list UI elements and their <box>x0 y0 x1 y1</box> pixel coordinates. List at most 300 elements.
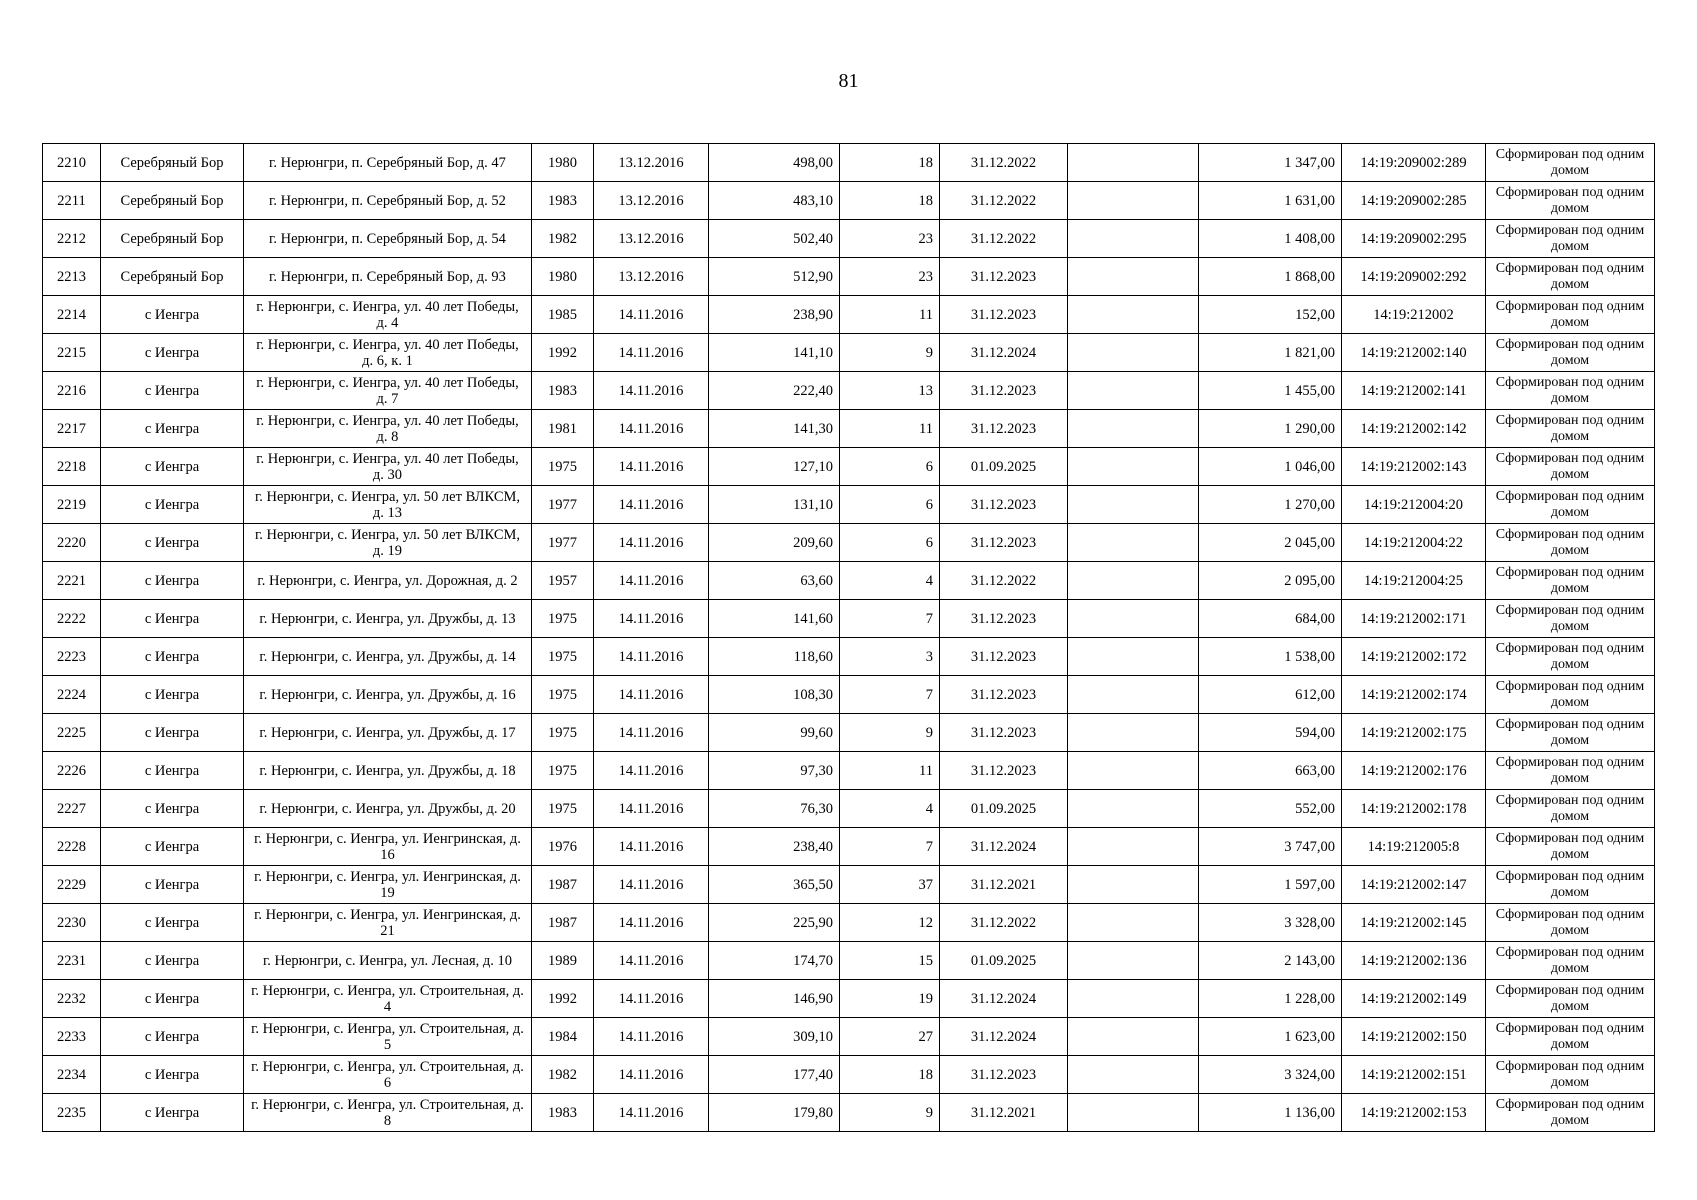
address-cell: г. Нерюнгри, с. Иенгра, ул. Дружбы, д. 20 <box>244 790 532 828</box>
area-cell: 502,40 <box>709 220 840 258</box>
date-cell: 14.11.2016 <box>594 600 709 638</box>
empty-cell <box>1068 448 1199 486</box>
land-status-cell: Сформирован под одним домом <box>1486 600 1655 638</box>
date-cell: 13.12.2016 <box>594 182 709 220</box>
settlement-cell: с Иенгра <box>101 1094 244 1132</box>
year-built-cell: 1975 <box>532 600 594 638</box>
land-area-cell: 1 408,00 <box>1199 220 1342 258</box>
address-cell: г. Нерюнгри, с. Иенгра, ул. 50 лет ВЛКСМ, д. 13 <box>244 486 532 524</box>
cadastral-number-cell: 14:19:212004:20 <box>1342 486 1486 524</box>
address-cell: г. Нерюнгри, с. Иенгра, ул. Дружбы, д. 16 <box>244 676 532 714</box>
year-built-cell: 1989 <box>532 942 594 980</box>
land-area-cell: 1 538,00 <box>1199 638 1342 676</box>
row-number-cell: 2219 <box>43 486 101 524</box>
area-cell: 76,30 <box>709 790 840 828</box>
cadastral-number-cell: 14:19:212002:142 <box>1342 410 1486 448</box>
address-cell: г. Нерюнгри, п. Серебряный Бор, д. 93 <box>244 258 532 296</box>
address-cell: г. Нерюнгри, с. Иенгра, ул. Строительная, д. 8 <box>244 1094 532 1132</box>
empty-cell <box>1068 410 1199 448</box>
row-number-cell: 2229 <box>43 866 101 904</box>
residents-cell: 11 <box>840 752 940 790</box>
area-cell: 365,50 <box>709 866 840 904</box>
year-built-cell: 1975 <box>532 448 594 486</box>
deadline-cell: 31.12.2023 <box>940 296 1068 334</box>
settlement-cell: с Иенгра <box>101 448 244 486</box>
address-cell: г. Нерюнгри, с. Иенгра, ул. Дружбы, д. 13 <box>244 600 532 638</box>
row-number-cell: 2227 <box>43 790 101 828</box>
residents-cell: 6 <box>840 524 940 562</box>
settlement-cell: с Иенгра <box>101 866 244 904</box>
row-number-cell: 2224 <box>43 676 101 714</box>
cadastral-number-cell: 14:19:209002:292 <box>1342 258 1486 296</box>
year-built-cell: 1981 <box>532 410 594 448</box>
date-cell: 14.11.2016 <box>594 410 709 448</box>
deadline-cell: 31.12.2021 <box>940 1094 1068 1132</box>
land-area-cell: 3 324,00 <box>1199 1056 1342 1094</box>
date-cell: 14.11.2016 <box>594 524 709 562</box>
deadline-cell: 31.12.2023 <box>940 372 1068 410</box>
land-area-cell: 684,00 <box>1199 600 1342 638</box>
residents-cell: 3 <box>840 638 940 676</box>
row-number-cell: 2220 <box>43 524 101 562</box>
row-number-cell: 2213 <box>43 258 101 296</box>
settlement-cell: с Иенгра <box>101 296 244 334</box>
year-built-cell: 1975 <box>532 638 594 676</box>
land-status-cell: Сформирован под одним домом <box>1486 372 1655 410</box>
area-cell: 222,40 <box>709 372 840 410</box>
address-cell: г. Нерюнгри, с. Иенгра, ул. 40 лет Победы, д. 30 <box>244 448 532 486</box>
table-body <box>43 144 1655 1132</box>
settlement-cell: Серебряный Бор <box>101 144 244 182</box>
cadastral-number-cell: 14:19:212002:178 <box>1342 790 1486 828</box>
land-area-cell: 1 821,00 <box>1199 334 1342 372</box>
cadastral-number-cell: 14:19:212002 <box>1342 296 1486 334</box>
deadline-cell: 31.12.2022 <box>940 220 1068 258</box>
deadline-cell: 31.12.2024 <box>940 828 1068 866</box>
land-status-cell: Сформирован под одним домом <box>1486 182 1655 220</box>
cadastral-number-cell: 14:19:212002:151 <box>1342 1056 1486 1094</box>
deadline-cell: 31.12.2023 <box>940 638 1068 676</box>
empty-cell <box>1068 220 1199 258</box>
settlement-cell: с Иенгра <box>101 1056 244 1094</box>
cadastral-number-cell: 14:19:212004:22 <box>1342 524 1486 562</box>
table-row <box>43 410 1655 448</box>
land-area-cell: 1 631,00 <box>1199 182 1342 220</box>
settlement-cell: Серебряный Бор <box>101 258 244 296</box>
area-cell: 127,10 <box>709 448 840 486</box>
row-number-cell: 2228 <box>43 828 101 866</box>
cadastral-number-cell: 14:19:212002:141 <box>1342 372 1486 410</box>
table-row <box>43 562 1655 600</box>
land-area-cell: 663,00 <box>1199 752 1342 790</box>
year-built-cell: 1975 <box>532 752 594 790</box>
address-cell: г. Нерюнгри, с. Иенгра, ул. 50 лет ВЛКСМ, д. 19 <box>244 524 532 562</box>
land-area-cell: 152,00 <box>1199 296 1342 334</box>
date-cell: 14.11.2016 <box>594 942 709 980</box>
address-cell: г. Нерюнгри, с. Иенгра, ул. Дорожная, д. 2 <box>244 562 532 600</box>
empty-cell <box>1068 676 1199 714</box>
address-cell: г. Нерюнгри, п. Серебряный Бор, д. 52 <box>244 182 532 220</box>
deadline-cell: 31.12.2023 <box>940 752 1068 790</box>
empty-cell <box>1068 714 1199 752</box>
date-cell: 14.11.2016 <box>594 486 709 524</box>
empty-cell <box>1068 334 1199 372</box>
land-status-cell: Сформирован под одним домом <box>1486 866 1655 904</box>
year-built-cell: 1975 <box>532 714 594 752</box>
land-status-cell: Сформирован под одним домом <box>1486 1056 1655 1094</box>
settlement-cell: с Иенгра <box>101 334 244 372</box>
table-row <box>43 448 1655 486</box>
table-row <box>43 334 1655 372</box>
land-status-cell: Сформирован под одним домом <box>1486 486 1655 524</box>
land-status-cell: Сформирован под одним домом <box>1486 144 1655 182</box>
row-number-cell: 2226 <box>43 752 101 790</box>
year-built-cell: 1992 <box>532 334 594 372</box>
date-cell: 14.11.2016 <box>594 638 709 676</box>
table-row <box>43 1056 1655 1094</box>
land-status-cell: Сформирован под одним домом <box>1486 220 1655 258</box>
residents-cell: 37 <box>840 866 940 904</box>
cadastral-number-cell: 14:19:212005:8 <box>1342 828 1486 866</box>
empty-cell <box>1068 752 1199 790</box>
deadline-cell: 31.12.2024 <box>940 1018 1068 1056</box>
land-area-cell: 1 597,00 <box>1199 866 1342 904</box>
empty-cell <box>1068 258 1199 296</box>
date-cell: 13.12.2016 <box>594 144 709 182</box>
settlement-cell: с Иенгра <box>101 372 244 410</box>
land-status-cell: Сформирован под одним домом <box>1486 942 1655 980</box>
land-area-cell: 3 328,00 <box>1199 904 1342 942</box>
area-cell: 174,70 <box>709 942 840 980</box>
land-status-cell: Сформирован под одним домом <box>1486 524 1655 562</box>
empty-cell <box>1068 866 1199 904</box>
residents-cell: 19 <box>840 980 940 1018</box>
year-built-cell: 1975 <box>532 790 594 828</box>
land-area-cell: 1 290,00 <box>1199 410 1342 448</box>
cadastral-number-cell: 14:19:212002:150 <box>1342 1018 1486 1056</box>
empty-cell <box>1068 904 1199 942</box>
deadline-cell: 31.12.2022 <box>940 562 1068 600</box>
deadline-cell: 31.12.2023 <box>940 676 1068 714</box>
residents-cell: 18 <box>840 1056 940 1094</box>
year-built-cell: 1957 <box>532 562 594 600</box>
deadline-cell: 31.12.2023 <box>940 600 1068 638</box>
address-cell: г. Нерюнгри, с. Иенгра, ул. Иенгринская, д. 19 <box>244 866 532 904</box>
area-cell: 63,60 <box>709 562 840 600</box>
year-built-cell: 1983 <box>532 1094 594 1132</box>
area-cell: 498,00 <box>709 144 840 182</box>
date-cell: 14.11.2016 <box>594 980 709 1018</box>
year-built-cell: 1987 <box>532 904 594 942</box>
area-cell: 146,90 <box>709 980 840 1018</box>
residents-cell: 18 <box>840 144 940 182</box>
settlement-cell: с Иенгра <box>101 904 244 942</box>
year-built-cell: 1983 <box>532 182 594 220</box>
year-built-cell: 1992 <box>532 980 594 1018</box>
settlement-cell: с Иенгра <box>101 486 244 524</box>
settlement-cell: с Иенгра <box>101 638 244 676</box>
row-number-cell: 2230 <box>43 904 101 942</box>
cadastral-number-cell: 14:19:212002:176 <box>1342 752 1486 790</box>
land-status-cell: Сформирован под одним домом <box>1486 258 1655 296</box>
table-row <box>43 942 1655 980</box>
settlement-cell: с Иенгра <box>101 828 244 866</box>
table-row <box>43 258 1655 296</box>
cadastral-number-cell: 14:19:212002:136 <box>1342 942 1486 980</box>
housing-registry-table <box>42 143 1655 1132</box>
land-status-cell: Сформирован под одним домом <box>1486 296 1655 334</box>
year-built-cell: 1977 <box>532 486 594 524</box>
empty-cell <box>1068 1056 1199 1094</box>
settlement-cell: с Иенгра <box>101 1018 244 1056</box>
table-row <box>43 904 1655 942</box>
year-built-cell: 1980 <box>532 258 594 296</box>
area-cell: 97,30 <box>709 752 840 790</box>
deadline-cell: 31.12.2021 <box>940 866 1068 904</box>
address-cell: г. Нерюнгри, с. Иенгра, ул. Иенгринская, д. 21 <box>244 904 532 942</box>
land-status-cell: Сформирован под одним домом <box>1486 752 1655 790</box>
year-built-cell: 1985 <box>532 296 594 334</box>
row-number-cell: 2234 <box>43 1056 101 1094</box>
area-cell: 483,10 <box>709 182 840 220</box>
row-number-cell: 2231 <box>43 942 101 980</box>
cadastral-number-cell: 14:19:209002:295 <box>1342 220 1486 258</box>
residents-cell: 9 <box>840 334 940 372</box>
table-row <box>43 866 1655 904</box>
deadline-cell: 31.12.2023 <box>940 410 1068 448</box>
residents-cell: 4 <box>840 562 940 600</box>
row-number-cell: 2232 <box>43 980 101 1018</box>
empty-cell <box>1068 372 1199 410</box>
land-status-cell: Сформирован под одним домом <box>1486 904 1655 942</box>
area-cell: 118,60 <box>709 638 840 676</box>
residents-cell: 7 <box>840 828 940 866</box>
cadastral-number-cell: 14:19:212002:175 <box>1342 714 1486 752</box>
land-area-cell: 1 455,00 <box>1199 372 1342 410</box>
address-cell: г. Нерюнгри, п. Серебряный Бор, д. 54 <box>244 220 532 258</box>
empty-cell <box>1068 144 1199 182</box>
land-status-cell: Сформирован под одним домом <box>1486 980 1655 1018</box>
land-status-cell: Сформирован под одним домом <box>1486 790 1655 828</box>
empty-cell <box>1068 1018 1199 1056</box>
deadline-cell: 31.12.2022 <box>940 144 1068 182</box>
deadline-cell: 31.12.2024 <box>940 980 1068 1018</box>
table-row <box>43 600 1655 638</box>
settlement-cell: Серебряный Бор <box>101 182 244 220</box>
table-row <box>43 182 1655 220</box>
land-area-cell: 1 046,00 <box>1199 448 1342 486</box>
page-number: 81 <box>838 70 859 92</box>
row-number-cell: 2221 <box>43 562 101 600</box>
empty-cell <box>1068 296 1199 334</box>
deadline-cell: 31.12.2022 <box>940 904 1068 942</box>
land-status-cell: Сформирован под одним домом <box>1486 562 1655 600</box>
row-number-cell: 2215 <box>43 334 101 372</box>
residents-cell: 23 <box>840 258 940 296</box>
table-row <box>43 524 1655 562</box>
date-cell: 14.11.2016 <box>594 828 709 866</box>
area-cell: 99,60 <box>709 714 840 752</box>
deadline-cell: 01.09.2025 <box>940 448 1068 486</box>
row-number-cell: 2222 <box>43 600 101 638</box>
table-row <box>43 980 1655 1018</box>
area-cell: 179,80 <box>709 1094 840 1132</box>
residents-cell: 27 <box>840 1018 940 1056</box>
residents-cell: 7 <box>840 600 940 638</box>
land-area-cell: 1 623,00 <box>1199 1018 1342 1056</box>
empty-cell <box>1068 828 1199 866</box>
address-cell: г. Нерюнгри, с. Иенгра, ул. Дружбы, д. 14 <box>244 638 532 676</box>
cadastral-number-cell: 14:19:212002:147 <box>1342 866 1486 904</box>
land-area-cell: 594,00 <box>1199 714 1342 752</box>
area-cell: 108,30 <box>709 676 840 714</box>
deadline-cell: 31.12.2023 <box>940 1056 1068 1094</box>
table-row <box>43 714 1655 752</box>
table-row <box>43 752 1655 790</box>
deadline-cell: 01.09.2025 <box>940 790 1068 828</box>
residents-cell: 9 <box>840 714 940 752</box>
cadastral-number-cell: 14:19:212004:25 <box>1342 562 1486 600</box>
area-cell: 177,40 <box>709 1056 840 1094</box>
cadastral-number-cell: 14:19:212002:145 <box>1342 904 1486 942</box>
year-built-cell: 1982 <box>532 220 594 258</box>
area-cell: 238,90 <box>709 296 840 334</box>
residents-cell: 9 <box>840 1094 940 1132</box>
empty-cell <box>1068 562 1199 600</box>
table-row <box>43 144 1655 182</box>
land-area-cell: 1 868,00 <box>1199 258 1342 296</box>
address-cell: г. Нерюнгри, с. Иенгра, ул. Дружбы, д. 18 <box>244 752 532 790</box>
address-cell: г. Нерюнгри, с. Иенгра, ул. 40 лет Победы, д. 8 <box>244 410 532 448</box>
residents-cell: 6 <box>840 448 940 486</box>
land-area-cell: 3 747,00 <box>1199 828 1342 866</box>
table-row <box>43 1018 1655 1056</box>
residents-cell: 6 <box>840 486 940 524</box>
residents-cell: 18 <box>840 182 940 220</box>
residents-cell: 11 <box>840 410 940 448</box>
year-built-cell: 1983 <box>532 372 594 410</box>
land-area-cell: 2 045,00 <box>1199 524 1342 562</box>
area-cell: 141,30 <box>709 410 840 448</box>
deadline-cell: 31.12.2024 <box>940 334 1068 372</box>
date-cell: 14.11.2016 <box>594 448 709 486</box>
area-cell: 141,10 <box>709 334 840 372</box>
deadline-cell: 01.09.2025 <box>940 942 1068 980</box>
date-cell: 14.11.2016 <box>594 334 709 372</box>
row-number-cell: 2217 <box>43 410 101 448</box>
empty-cell <box>1068 1094 1199 1132</box>
date-cell: 14.11.2016 <box>594 1094 709 1132</box>
address-cell: г. Нерюнгри, с. Иенгра, ул. Строительная, д. 4 <box>244 980 532 1018</box>
date-cell: 14.11.2016 <box>594 676 709 714</box>
deadline-cell: 31.12.2023 <box>940 524 1068 562</box>
land-area-cell: 2 143,00 <box>1199 942 1342 980</box>
residents-cell: 23 <box>840 220 940 258</box>
area-cell: 131,10 <box>709 486 840 524</box>
row-number-cell: 2216 <box>43 372 101 410</box>
area-cell: 141,60 <box>709 600 840 638</box>
empty-cell <box>1068 942 1199 980</box>
land-area-cell: 1 347,00 <box>1199 144 1342 182</box>
settlement-cell: с Иенгра <box>101 410 244 448</box>
table-row <box>43 1094 1655 1132</box>
settlement-cell: с Иенгра <box>101 524 244 562</box>
land-status-cell: Сформирован под одним домом <box>1486 676 1655 714</box>
residents-cell: 13 <box>840 372 940 410</box>
settlement-cell: с Иенгра <box>101 714 244 752</box>
row-number-cell: 2218 <box>43 448 101 486</box>
residents-cell: 7 <box>840 676 940 714</box>
year-built-cell: 1984 <box>532 1018 594 1056</box>
address-cell: г. Нерюнгри, с. Иенгра, ул. 40 лет Победы, д. 4 <box>244 296 532 334</box>
residents-cell: 11 <box>840 296 940 334</box>
deadline-cell: 31.12.2022 <box>940 182 1068 220</box>
empty-cell <box>1068 638 1199 676</box>
cadastral-number-cell: 14:19:212002:149 <box>1342 980 1486 1018</box>
address-cell: г. Нерюнгри, с. Иенгра, ул. 40 лет Победы, д. 7 <box>244 372 532 410</box>
land-area-cell: 552,00 <box>1199 790 1342 828</box>
row-number-cell: 2225 <box>43 714 101 752</box>
empty-cell <box>1068 790 1199 828</box>
settlement-cell: с Иенгра <box>101 600 244 638</box>
year-built-cell: 1980 <box>532 144 594 182</box>
address-cell: г. Нерюнгри, п. Серебряный Бор, д. 47 <box>244 144 532 182</box>
deadline-cell: 31.12.2023 <box>940 258 1068 296</box>
row-number-cell: 2212 <box>43 220 101 258</box>
address-cell: г. Нерюнгри, с. Иенгра, ул. Лесная, д. 10 <box>244 942 532 980</box>
settlement-cell: Серебряный Бор <box>101 220 244 258</box>
area-cell: 209,60 <box>709 524 840 562</box>
table-row <box>43 296 1655 334</box>
table-row <box>43 828 1655 866</box>
land-status-cell: Сформирован под одним домом <box>1486 638 1655 676</box>
table-row <box>43 220 1655 258</box>
table-row <box>43 638 1655 676</box>
deadline-cell: 31.12.2023 <box>940 714 1068 752</box>
address-cell: г. Нерюнгри, с. Иенгра, ул. Строительная, д. 6 <box>244 1056 532 1094</box>
settlement-cell: с Иенгра <box>101 790 244 828</box>
land-status-cell: Сформирован под одним домом <box>1486 828 1655 866</box>
table-row <box>43 790 1655 828</box>
land-area-cell: 612,00 <box>1199 676 1342 714</box>
address-cell: г. Нерюнгри, с. Иенгра, ул. 40 лет Победы, д. 6, к. 1 <box>244 334 532 372</box>
date-cell: 14.11.2016 <box>594 562 709 600</box>
date-cell: 14.11.2016 <box>594 1056 709 1094</box>
empty-cell <box>1068 182 1199 220</box>
date-cell: 14.11.2016 <box>594 790 709 828</box>
cadastral-number-cell: 14:19:212002:172 <box>1342 638 1486 676</box>
date-cell: 14.11.2016 <box>594 904 709 942</box>
date-cell: 13.12.2016 <box>594 258 709 296</box>
date-cell: 13.12.2016 <box>594 220 709 258</box>
year-built-cell: 1977 <box>532 524 594 562</box>
date-cell: 14.11.2016 <box>594 372 709 410</box>
land-area-cell: 1 136,00 <box>1199 1094 1342 1132</box>
table-row <box>43 676 1655 714</box>
land-status-cell: Сформирован под одним домом <box>1486 1094 1655 1132</box>
date-cell: 14.11.2016 <box>594 866 709 904</box>
year-built-cell: 1987 <box>532 866 594 904</box>
empty-cell <box>1068 980 1199 1018</box>
cadastral-number-cell: 14:19:212002:171 <box>1342 600 1486 638</box>
date-cell: 14.11.2016 <box>594 1018 709 1056</box>
settlement-cell: с Иенгра <box>101 562 244 600</box>
settlement-cell: с Иенгра <box>101 752 244 790</box>
year-built-cell: 1976 <box>532 828 594 866</box>
date-cell: 14.11.2016 <box>594 296 709 334</box>
empty-cell <box>1068 600 1199 638</box>
year-built-cell: 1982 <box>532 1056 594 1094</box>
